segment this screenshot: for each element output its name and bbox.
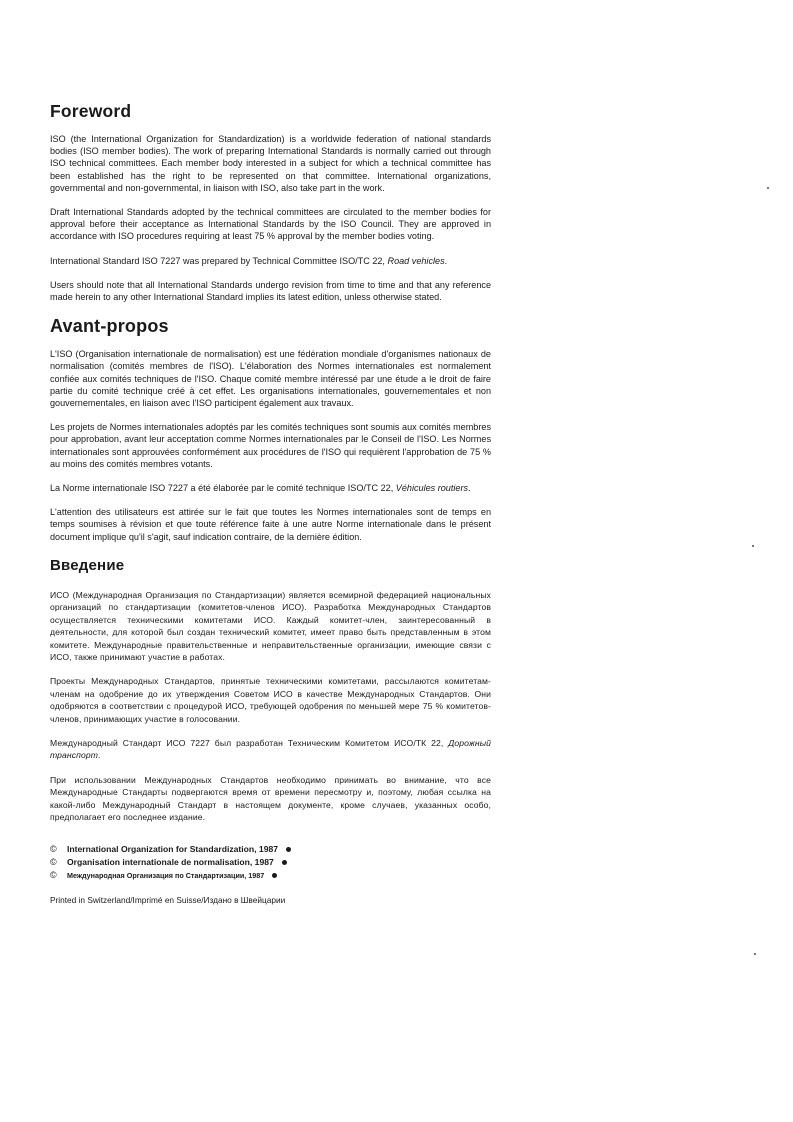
copyright-line-en [50, 843, 491, 856]
bullet-dot-icon [286, 847, 291, 852]
foreword-p3-end: . [444, 255, 448, 266]
foreword-p3-committee-title: Road vehicles [387, 255, 445, 266]
scan-speck [767, 187, 769, 189]
vvedenie-p3-committee-title: Дорожный транспорт [50, 737, 491, 761]
vvedenie-paragraph-3 [50, 737, 491, 762]
foreword-paragraph-3 [50, 255, 491, 267]
avant-propos-paragraph-2: Les projets de Normes internationales adoptés par les comités techniques sont soumis aux comités membres pour approbation, avant leur acceptation comme Normes internationales par le Conseil de l'ISO. Les Normes internationales sont approuvées conformément aux procédures de l'ISO qui requièrent l'approbation de 75 % au moins des comités membres votants. [50, 422, 491, 469]
vvedenie-paragraph-1: ИСО (Международная Организация по Стандартизации) является всемирной федерацией национальных организаций по стандартизации (комитетов-членов ИСО). Разработка Международных Стандартов осуществляется техническими комитетами ИСО. Каждый комитет-член, заинтересованный в деятельности, для которой был создан технический комитет, имеет право быть представленным в этом комитете. Международные правительственные и неправительственные организации, имеющие связи с ИСО, также принимают участие в работах. [50, 589, 491, 662]
vvedenie-paragraph-4: При использовании Международных Стандартов необходимо принимать во внимание, что все Международные Стандарты подвергаются время от времени пересмотру и, поэтому, любая ссылка на какой-либо Международный Стандарт в настоящем документе, кроме случаев, указанных особо, предполагает его последнее издание. [50, 774, 491, 822]
scan-speck [754, 953, 756, 955]
copyright-line-fr [50, 856, 491, 869]
printed-in-note: Printed in Switzerland/Imprimé en Suisse/Издано в Швейцарии [50, 895, 286, 906]
scan-speck [752, 545, 754, 547]
vvedenie-p3-text: Международный Стандарт ИСО 7227 был разработан Техническим Комитетом ИСО/ТК 22, [50, 737, 449, 748]
avant-propos-paragraph-4: L'attention des utilisateurs est attirée sur le fait que toutes les Normes internationales sont de temps en temps soumises à révision et que toute référence faite à une autre Norme internationale dans le présent document implique qu'il s'agit, sauf indication contraire, de la dernière édition. [50, 507, 491, 542]
foreword-paragraph-4: Users should note that all International Standards undergo revision from time to time and that any reference made herein to any other International Standard implies its latest edition, unless otherwise stated. [50, 279, 491, 303]
avant-propos-p3-committee-title: Véhicules routiers [395, 483, 469, 494]
foreword-paragraph-2: Draft International Standards adopted by the technical committees are circulated to the member bodies for approval before their acceptance as International Standards by the ISO Council. They are approved in accordance with ISO procedures requiring at least 75 % approval by the member bodies voting. [50, 207, 491, 242]
copyright-symbol: © [50, 844, 57, 855]
document-page [50, 100, 491, 905]
avant-propos-p3-text: La Norme internationale ISO 7227 a été élaborée par le comité technique ISO/TC 22, [50, 483, 396, 494]
copyright-line-ru [50, 869, 491, 882]
copyright-text-fr: Organisation internationale de normalisation, 1987 [67, 857, 274, 868]
avant-propos-p3-end: . [468, 483, 471, 494]
foreword-paragraph-1: ISO (the International Organization for Standardization) is a worldwide federation of national standards bodies (ISO member bodies). The work of preparing International Standards is normally carried out through ISO technical committees. Each member body interested in a subject for which a technical committee has been established has the right to be represented on that committee. International organizations, governmental and non-governmental, in liaison with ISO, also take part in the work. [50, 134, 491, 193]
bullet-dot-icon [272, 873, 277, 878]
foreword-title: Foreword [50, 101, 132, 121]
copyright-symbol: © [50, 870, 57, 881]
vvedenie-paragraph-2: Проекты Международных Стандартов, принятые техническими комитетами, рассылаются комитетам-членам на одобрение до их утверждения Советом ИСО в качестве Международных Стандартов. Они одобряются в соответствии с процедурой ИСО, требующей одобрения по меньшей мере 75 % комитетов-членов, принимающих участие в голосовании. [50, 676, 491, 724]
avant-propos-paragraph-3 [50, 482, 491, 494]
bullet-dot-icon [282, 860, 287, 865]
avant-propos-title: Avant-propos [50, 316, 169, 337]
vvedenie-p3-end: . [98, 750, 101, 761]
copyright-block [50, 843, 491, 882]
avant-propos-paragraph-1: L'ISO (Organisation internationale de normalisation) est une fédération mondiale d'organismes nationaux de normalisation (comités membres de l'ISO). L'élaboration des Normes internationales est normalement confiée aux comités techniques de l'ISO. Chaque comité membre intéressé par une étude a le droit de faire partie du comité technique créé à cet effet. Les organisations internationales, gouvernementales et non gouvernementales, en liaison avec l'ISO participent également aux travaux. [50, 349, 491, 409]
foreword-p3-text: International Standard ISO 7227 was prepared by Technical Committee ISO/TC 22, [50, 255, 388, 266]
avant-propos-section [50, 315, 491, 543]
copyright-text-ru: Международная Организация по Стандартизации, 1987 [67, 871, 265, 881]
foreword-section [50, 100, 491, 303]
vvedenie-section [50, 555, 491, 824]
vvedenie-title: Введение [50, 556, 125, 574]
copyright-symbol: © [50, 857, 57, 868]
copyright-text-en: International Organization for Standardization, 1987 [67, 844, 279, 855]
